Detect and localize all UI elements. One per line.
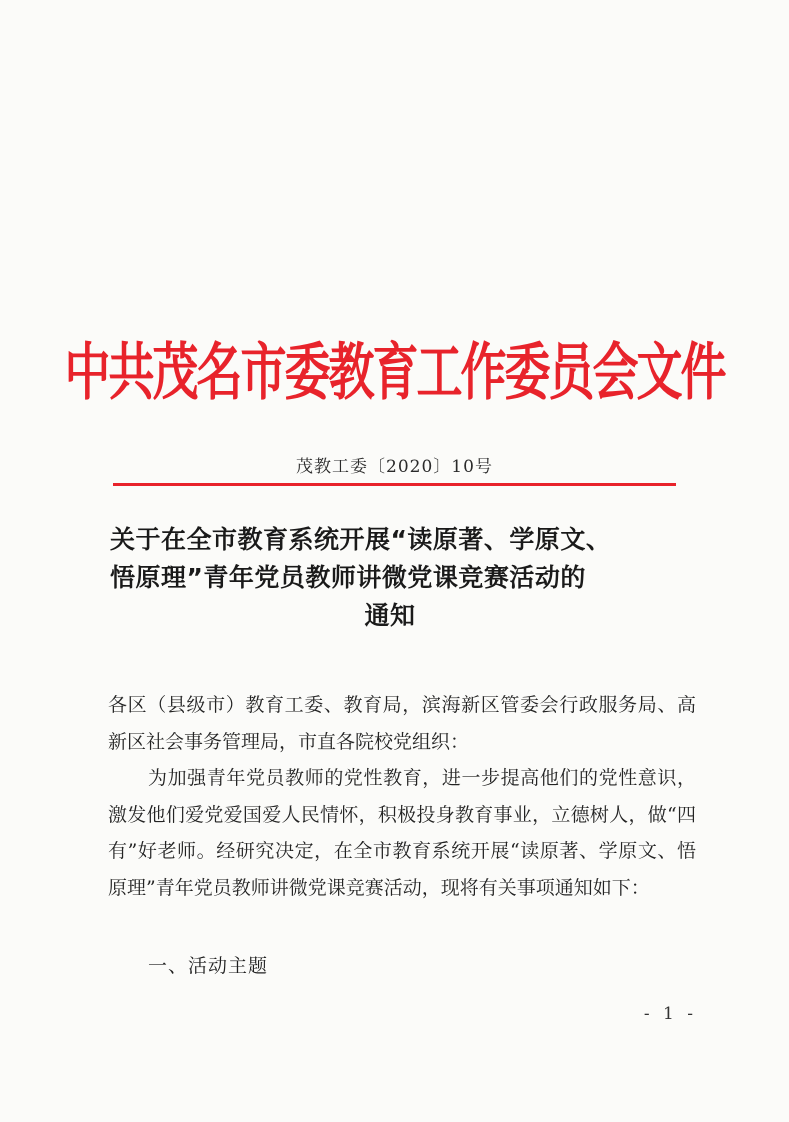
red-separator-line	[113, 483, 676, 486]
notice-body	[108, 687, 696, 906]
notice-title-line-3: 通知	[364, 601, 416, 630]
intro-paragraph: 为加强青年党员教师的党性教育，进一步提高他们的党性意识，激发他们爱党爱国爱人民情怀，积极投身教育事业，立德树人，做“四有”好老师。经研究决定，在全市教育系统开展“读原著、学原文、悟原理”青年党员教师讲微党课竞赛活动，现将有关事项通知如下：	[108, 767, 696, 899]
page-number: - 1 -	[643, 1004, 697, 1024]
notice-title	[110, 521, 690, 635]
document-header-title: 中共茂名市委教育工作委员会文件	[64, 335, 725, 409]
notice-title-line-1: 关于在全市教育系统开展“读原著、学原文、	[110, 525, 612, 554]
document-number: 茂教工委〔2020〕10号	[296, 457, 493, 477]
recipients-paragraph: 各区（县级市）教育工委、教育局，滨海新区管委会行政服务局、高新区社会事务管理局，市直各院校党组织：	[108, 694, 696, 753]
section-heading-1: 一、活动主题	[148, 955, 269, 977]
notice-title-line-2: 悟原理”青年党员教师讲微党课竞赛活动的	[110, 563, 586, 592]
